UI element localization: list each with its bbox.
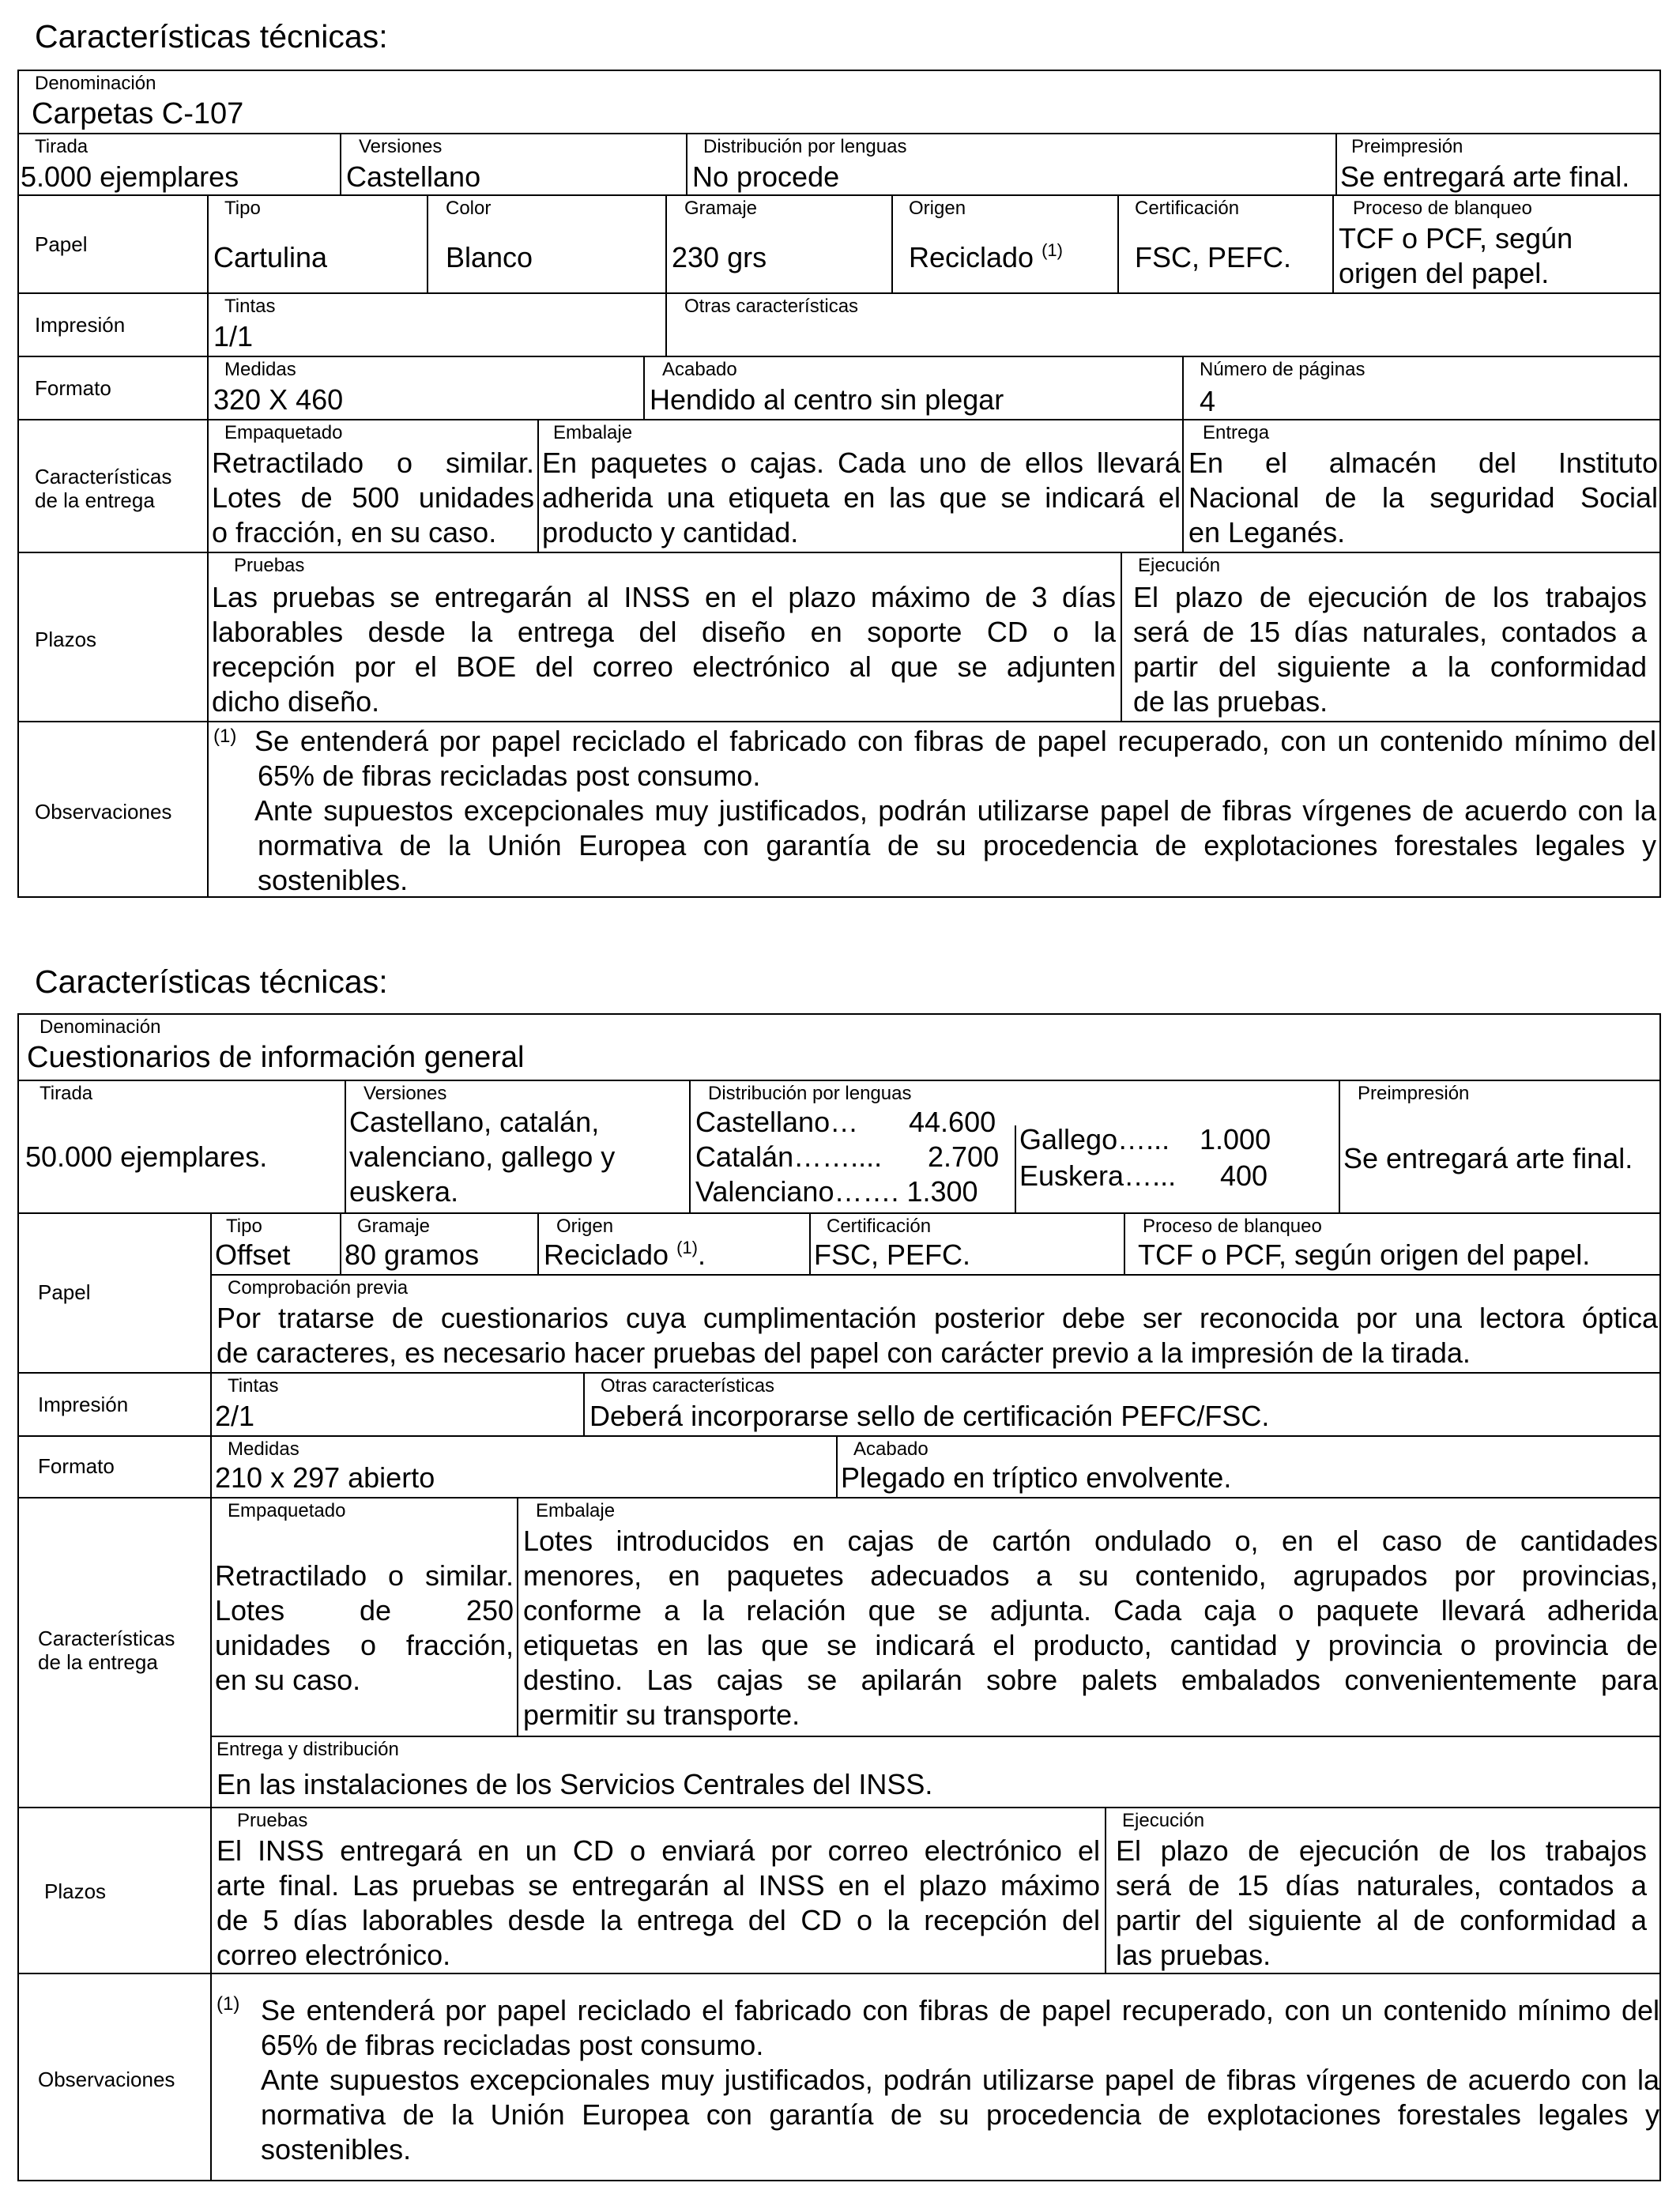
empaquetado-line-3: unidades o fracción,	[215, 1629, 514, 1661]
ejecucion-line-2: será de 15 días naturales, contados a	[1133, 616, 1647, 648]
obs-footnote-mark: (1)	[217, 1993, 240, 2015]
pruebas-label: Pruebas	[234, 555, 305, 576]
comprobacion-line-1: Por tratarse de cuestionarios cuya cumplimentación posterior debe ser reconocida por una lectora óptica	[217, 1302, 1658, 1334]
origen-value: Reciclado $^{(1)}$	[909, 240, 1063, 273]
footnote-ref: (1)	[676, 1238, 698, 1257]
dist-castellano: Castellano…	[695, 1106, 859, 1138]
gramaje-label: Gramaje	[357, 1216, 431, 1237]
color-value: Blanco	[446, 241, 533, 273]
observaciones-row-label: Observaciones	[38, 2068, 175, 2091]
entrega-line-3: en Leganés.	[1188, 516, 1346, 548]
tipo-value: Cartulina	[213, 241, 328, 273]
blanqueo-label: Proceso de blanqueo	[1143, 1216, 1322, 1237]
tipo-label: Tipo	[226, 1216, 262, 1237]
empaquetado-line-2: Lotes de 500 unidades	[212, 481, 534, 514]
ejecucion-line-4: de las pruebas.	[1133, 685, 1328, 718]
entrega-label: Entrega	[1203, 422, 1270, 443]
tintas-value: 1/1	[213, 320, 254, 352]
dist-euskera-count: 400	[1220, 1159, 1268, 1192]
tirada-value: 5.000 ejemplares	[21, 160, 239, 193]
versiones-line-2: valenciano, gallego y	[349, 1140, 616, 1173]
pruebas-label: Pruebas	[237, 1810, 308, 1831]
paginas-label: Número de páginas	[1200, 359, 1365, 380]
gramaje-value: 230 grs	[672, 241, 767, 273]
formato-row-label: Formato	[35, 376, 111, 400]
dist-gallego-count: 1.000	[1200, 1123, 1271, 1155]
footnote-ref: (1)	[1042, 240, 1063, 260]
empaquetado-line-3: o fracción, en su caso.	[212, 516, 497, 548]
obs-paragraph-2: Ante supuestos excepcionales muy justificados, podrán utilizarse papel de fibras vírgenes de acuerdo con la normativa de la Unión Europea con garantía de su procedencia de explotaciones forestales legales y sostenibles.	[261, 2064, 1659, 2166]
embalaje-label: Embalaje	[536, 1500, 616, 1521]
tipo-value: Offset	[215, 1238, 291, 1271]
preimpresion-label: Preimpresión	[1351, 136, 1463, 157]
distribucion-label: Distribución por lenguas	[703, 136, 907, 157]
ejecucion-line-2: será de 15 días naturales, contados a	[1116, 1869, 1647, 1902]
embalaje-line-1: Lotes introducidos en cajas de cartón ondulado o, en el caso de cantidades	[523, 1525, 1658, 1557]
embalaje-line-4: etiquetas en las que se indicará el producto, cantidad y provincia o provincia de	[523, 1629, 1658, 1661]
tipo-label: Tipo	[224, 198, 261, 219]
blanqueo-value: TCF o PCF, según origen del papel.	[1138, 1238, 1591, 1271]
medidas-value: 320 X 460	[213, 383, 344, 416]
acabado-label: Acabado	[662, 359, 737, 380]
ejecucion-line-3: partir del siguiente al de conformidad a	[1116, 1904, 1647, 1936]
entrega-row-label-1: Características	[38, 1627, 175, 1650]
section-heading-2: Características técnicas:	[35, 963, 388, 1000]
otras-label: Otras características	[684, 296, 859, 317]
ejecucion-line-1: El plazo de ejecución de los trabajos	[1116, 1834, 1647, 1867]
embalaje-label: Embalaje	[553, 422, 633, 443]
plazos-row-label: Plazos	[44, 1879, 107, 1903]
denominacion-label: Denominación	[40, 1016, 161, 1038]
tintas-label: Tintas	[228, 1375, 279, 1397]
pruebas-line-1: Las pruebas se entregarán al INSS en el plazo máximo de 3 días	[212, 581, 1116, 613]
ejecucion-line-1: El plazo de ejecución de los trabajos	[1133, 581, 1647, 613]
impresion-row-label: Impresión	[38, 1393, 129, 1416]
origen-label: Origen	[909, 198, 966, 219]
observaciones-text	[254, 724, 1656, 898]
comprobacion-label: Comprobación previa	[228, 1277, 409, 1299]
preimpresion-value: Se entregará arte final.	[1340, 160, 1630, 193]
pruebas-line-4: correo electrónico.	[217, 1939, 451, 1971]
papel-row-label: Papel	[35, 232, 88, 256]
pruebas-line-2: laborables desde la entrega del diseño en soporte CD o la	[212, 616, 1116, 648]
certificacion-value: FSC, PEFC.	[814, 1238, 971, 1271]
certificacion-label: Certificación	[1135, 198, 1240, 219]
paginas-value: 4	[1200, 385, 1216, 417]
dist-castellano-count: 44.600	[909, 1106, 996, 1138]
entrega-distribucion-label: Entrega y distribución	[217, 1739, 399, 1760]
papel-row-label: Papel	[38, 1280, 91, 1304]
pruebas-line-3: recepción por el BOE del correo electrónico al que se adjunten	[212, 650, 1116, 683]
dist-valenciano: Valenciano……. 1.300	[695, 1175, 978, 1208]
dist-catalan-count: 2.700	[928, 1140, 1000, 1173]
origen-label: Origen	[556, 1216, 614, 1237]
empaquetado-label: Empaquetado	[224, 422, 343, 443]
embalaje-line-2: menores, en paquetes adecuados a su contenido, agrupados por provincias,	[523, 1559, 1658, 1592]
obs-footnote-mark: (1)	[213, 726, 237, 747]
embalaje-line-5: destino. Las cajas se apilarán sobre palets embalados convenientemente para	[523, 1664, 1658, 1696]
formato-row-label: Formato	[38, 1454, 115, 1478]
preimpresion-value: Se entregará arte final.	[1343, 1142, 1633, 1174]
entrega-line-2: Nacional de la seguridad Social	[1188, 481, 1658, 514]
tirada-label: Tirada	[40, 1083, 93, 1104]
tintas-label: Tintas	[224, 296, 276, 317]
embalaje-line-3: conforme a la relación que se adjunta. Cada caja o paquete llevará adherida	[523, 1594, 1658, 1627]
empaquetado-line-1: Retractilado o similar.	[212, 447, 534, 479]
pruebas-line-3: de 5 días laborables desde la entrega del CD o la recepción del	[217, 1904, 1100, 1936]
otras-value: Deberá incorporarse sello de certificación PEFC/FSC.	[590, 1400, 1270, 1432]
acabado-value: Hendido al centro sin plegar	[650, 383, 1004, 416]
observaciones-row-label: Observaciones	[35, 800, 172, 824]
entrega-row-label-2: de la entrega	[38, 1650, 158, 1674]
entrega-distribucion-value: En las instalaciones de los Servicios Centrales del INSS.	[217, 1768, 933, 1800]
embalaje-line-2: adherida una etiqueta en las que se indicará el	[542, 481, 1181, 514]
pruebas-line-2: arte final. Las pruebas se entregarán al INSS en el plazo máximo	[217, 1869, 1100, 1902]
pruebas-line-1: El INSS entregará en un CD o enviará por correo electrónico el	[217, 1834, 1100, 1867]
gramaje-label: Gramaje	[684, 198, 758, 219]
gramaje-value: 80 gramos	[345, 1238, 480, 1271]
embalaje-line-3: producto y cantidad.	[542, 516, 799, 548]
versiones-label: Versiones	[359, 136, 443, 157]
obs-paragraph-2: Ante supuestos excepcionales muy justificados, podrán utilizarse papel de fibras vírgenes de acuerdo con la normativa de la Unión Europea con garantía de su procedencia de explotaciones forestales legales y sostenibles.	[254, 794, 1656, 896]
dist-gallego: Gallego…...	[1019, 1123, 1170, 1155]
dist-euskera: Euskera…...	[1019, 1159, 1177, 1192]
pruebas-line-4: dicho diseño.	[212, 685, 380, 718]
acabado-label: Acabado	[853, 1438, 929, 1460]
versiones-label: Versiones	[363, 1083, 447, 1104]
ejecucion-line-3: partir del siguiente a la conformidad	[1133, 650, 1647, 683]
denominacion-label: Denominación	[35, 73, 156, 94]
impresion-row-label: Impresión	[35, 313, 126, 337]
ejecucion-label: Ejecución	[1138, 555, 1221, 576]
blanqueo-value-1: TCF o PCF, según	[1339, 222, 1573, 254]
obs-paragraph-1: Se entenderá por papel reciclado el fabricado con fibras de papel recuperado, con un contenido mínimo del 65% de fibras recicladas post consumo.	[254, 725, 1656, 792]
blanqueo-value-2: origen del papel.	[1339, 257, 1550, 289]
denominacion-value: Cuestionarios de información general	[27, 1041, 525, 1074]
section-heading-1: Características técnicas:	[35, 18, 388, 55]
acabado-value: Plegado en tríptico envolvente.	[841, 1461, 1232, 1494]
otras-label: Otras características	[601, 1375, 775, 1397]
distribucion-label: Distribución por lenguas	[708, 1083, 912, 1104]
versiones-line-1: Castellano, catalán,	[349, 1106, 600, 1138]
empaquetado-line-1: Retractilado o similar.	[215, 1559, 514, 1592]
empaquetado-line-4: en su caso.	[215, 1664, 361, 1696]
medidas-value: 210 x 297 abierto	[215, 1461, 435, 1494]
embalaje-line-6: permitir su transporte.	[523, 1698, 800, 1731]
origen-value: Reciclado $^{(1)}$.	[544, 1238, 706, 1271]
blanqueo-label: Proceso de blanqueo	[1353, 198, 1532, 219]
medidas-label: Medidas	[224, 359, 296, 380]
medidas-label: Medidas	[228, 1438, 299, 1460]
entrega-line-1: En el almacén del Instituto	[1188, 447, 1658, 479]
versiones-line-3: euskera.	[349, 1175, 459, 1208]
distribucion-value: No procede	[692, 160, 840, 193]
certificacion-label: Certificación	[827, 1216, 932, 1237]
obs-paragraph-1: Se entenderá por papel reciclado el fabricado con fibras de papel recuperado, con un contenido mínimo del 65% de fibras recicladas post consumo.	[261, 1994, 1659, 2061]
entrega-row-label-1: Características	[35, 465, 172, 488]
tintas-value: 2/1	[215, 1400, 255, 1432]
dist-catalan: Catalán……....	[695, 1140, 883, 1173]
color-label: Color	[446, 198, 492, 219]
empaquetado-line-2: Lotes de 250	[215, 1594, 514, 1627]
tirada-value: 50.000 ejemplares.	[25, 1140, 268, 1173]
ejecucion-label: Ejecución	[1122, 1810, 1205, 1831]
embalaje-line-1: En paquetes o cajas. Cada uno de ellos llevará	[542, 447, 1181, 479]
empaquetado-label: Empaquetado	[228, 1500, 346, 1521]
comprobacion-line-2: de caracteres, es necesario hacer pruebas del papel con carácter previo a la impresión de la tirada.	[217, 1336, 1471, 1369]
certificacion-value: FSC, PEFC.	[1135, 241, 1292, 273]
tirada-label: Tirada	[35, 136, 89, 157]
plazos-row-label: Plazos	[35, 628, 97, 651]
preimpresion-label: Preimpresión	[1358, 1083, 1470, 1104]
versiones-value: Castellano	[346, 160, 481, 193]
ejecucion-line-4: las pruebas.	[1116, 1939, 1271, 1971]
observaciones-text	[261, 1993, 1659, 2167]
denominacion-value: Carpetas C-107	[32, 97, 244, 130]
entrega-row-label-2: de la entrega	[35, 488, 155, 512]
